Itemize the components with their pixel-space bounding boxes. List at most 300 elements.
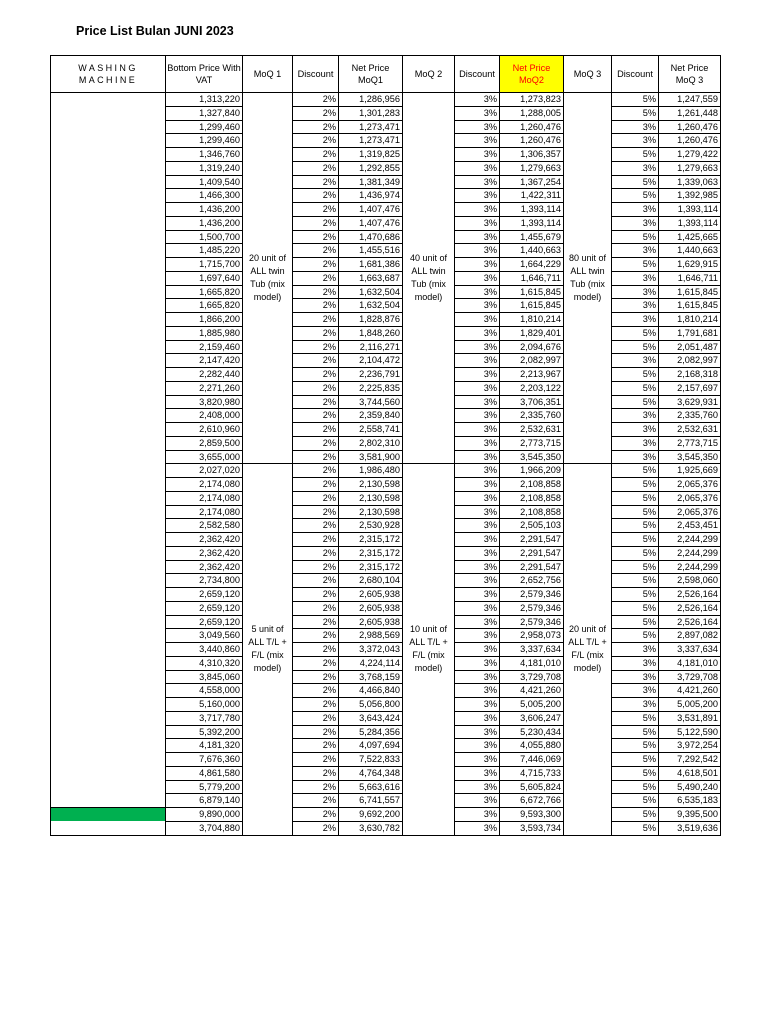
net-price-moq1-cell[interactable]: 2,315,172 — [339, 533, 403, 547]
discount2-cell[interactable]: 3% — [455, 766, 500, 780]
model-cell[interactable] — [51, 285, 166, 299]
discount1-cell[interactable]: 2% — [293, 519, 339, 533]
discount1-cell[interactable]: 2% — [293, 533, 339, 547]
net-price-moq1-cell[interactable]: 2,802,310 — [339, 436, 403, 450]
bottom-price-cell[interactable]: 1,346,760 — [166, 148, 243, 162]
model-cell[interactable] — [51, 258, 166, 272]
discount3-cell[interactable]: 5% — [612, 808, 659, 822]
discount3-cell[interactable]: 5% — [612, 725, 659, 739]
model-cell[interactable] — [51, 794, 166, 808]
bottom-price-cell[interactable]: 3,655,000 — [166, 450, 243, 464]
discount1-cell[interactable]: 2% — [293, 381, 339, 395]
bottom-price-cell[interactable]: 1,697,640 — [166, 271, 243, 285]
bottom-price-cell[interactable]: 4,181,320 — [166, 739, 243, 753]
bottom-price-cell[interactable]: 7,676,360 — [166, 753, 243, 767]
net-price-moq3-cell[interactable]: 1,279,422 — [659, 148, 721, 162]
discount2-cell[interactable]: 3% — [455, 450, 500, 464]
net-price-moq3-cell[interactable]: 2,453,451 — [659, 519, 721, 533]
bottom-price-cell[interactable]: 1,436,200 — [166, 203, 243, 217]
bottom-price-cell[interactable]: 1,665,820 — [166, 299, 243, 313]
header-net-price-moq2[interactable]: Net Price MoQ2 — [500, 56, 564, 93]
net-price-moq1-cell[interactable]: 3,643,424 — [339, 711, 403, 725]
bottom-price-cell[interactable]: 6,879,140 — [166, 794, 243, 808]
net-price-moq1-cell[interactable]: 1,407,476 — [339, 203, 403, 217]
net-price-moq3-cell[interactable]: 1,425,665 — [659, 230, 721, 244]
net-price-moq3-cell[interactable]: 1,260,476 — [659, 134, 721, 148]
net-price-moq3-cell[interactable]: 3,729,708 — [659, 670, 721, 684]
discount1-cell[interactable]: 2% — [293, 684, 339, 698]
net-price-moq1-cell[interactable]: 1,848,260 — [339, 326, 403, 340]
net-price-moq3-cell[interactable]: 1,393,114 — [659, 203, 721, 217]
model-cell[interactable] — [51, 230, 166, 244]
net-price-moq3-cell[interactable]: 2,168,318 — [659, 368, 721, 382]
model-cell[interactable] — [51, 134, 166, 148]
net-price-moq3-cell[interactable]: 1,393,114 — [659, 216, 721, 230]
net-price-moq2-cell[interactable]: 2,335,760 — [500, 409, 564, 423]
net-price-moq2-cell[interactable]: 1,260,476 — [500, 134, 564, 148]
discount1-cell[interactable]: 2% — [293, 148, 339, 162]
model-cell[interactable] — [51, 271, 166, 285]
net-price-moq1-cell[interactable]: 4,097,694 — [339, 739, 403, 753]
net-price-moq3-cell[interactable]: 1,339,063 — [659, 175, 721, 189]
model-cell[interactable] — [51, 450, 166, 464]
discount2-cell[interactable]: 3% — [455, 739, 500, 753]
discount2-cell[interactable]: 3% — [455, 381, 500, 395]
bottom-price-cell[interactable]: 2,159,460 — [166, 340, 243, 354]
net-price-moq2-cell[interactable]: 2,579,346 — [500, 588, 564, 602]
net-price-moq3-cell[interactable]: 1,279,663 — [659, 161, 721, 175]
net-price-moq3-cell[interactable]: 1,791,681 — [659, 326, 721, 340]
discount2-cell[interactable]: 3% — [455, 216, 500, 230]
discount1-cell[interactable]: 2% — [293, 216, 339, 230]
discount3-cell[interactable]: 5% — [612, 821, 659, 835]
net-price-moq2-cell[interactable]: 1,646,711 — [500, 271, 564, 285]
discount2-cell[interactable]: 3% — [455, 670, 500, 684]
model-cell[interactable] — [51, 93, 166, 107]
net-price-moq1-cell[interactable]: 1,455,516 — [339, 244, 403, 258]
model-cell[interactable] — [51, 505, 166, 519]
model-cell[interactable] — [51, 299, 166, 313]
discount1-cell[interactable]: 2% — [293, 340, 339, 354]
discount3-cell[interactable]: 5% — [612, 478, 659, 492]
net-price-moq2-cell[interactable]: 2,532,631 — [500, 423, 564, 437]
header-net-price-moq3[interactable]: Net Price MoQ 3 — [659, 56, 721, 93]
moq-group-moq1-twin-tub[interactable]: 20 unit of ALL twin Tub (mix model) — [243, 93, 293, 464]
discount3-cell[interactable]: 3% — [612, 203, 659, 217]
discount2-cell[interactable]: 3% — [455, 478, 500, 492]
discount2-cell[interactable]: 3% — [455, 698, 500, 712]
discount3-cell[interactable]: 5% — [612, 395, 659, 409]
bottom-price-cell[interactable]: 2,734,800 — [166, 574, 243, 588]
discount2-cell[interactable]: 3% — [455, 120, 500, 134]
net-price-moq2-cell[interactable]: 1,829,401 — [500, 326, 564, 340]
bottom-price-cell[interactable]: 2,859,500 — [166, 436, 243, 450]
net-price-moq1-cell[interactable]: 2,130,598 — [339, 478, 403, 492]
net-price-moq2-cell[interactable]: 7,446,069 — [500, 753, 564, 767]
net-price-moq2-cell[interactable]: 5,605,824 — [500, 780, 564, 794]
discount1-cell[interactable]: 2% — [293, 299, 339, 313]
discount2-cell[interactable]: 3% — [455, 615, 500, 629]
net-price-moq3-cell[interactable]: 4,181,010 — [659, 656, 721, 670]
discount1-cell[interactable]: 2% — [293, 423, 339, 437]
model-cell[interactable] — [51, 203, 166, 217]
net-price-moq1-cell[interactable]: 2,530,928 — [339, 519, 403, 533]
discount3-cell[interactable]: 3% — [612, 134, 659, 148]
net-price-moq2-cell[interactable]: 1,273,823 — [500, 93, 564, 107]
net-price-moq2-cell[interactable]: 3,706,351 — [500, 395, 564, 409]
net-price-moq1-cell[interactable]: 5,056,800 — [339, 698, 403, 712]
discount2-cell[interactable]: 3% — [455, 505, 500, 519]
model-cell[interactable] — [51, 148, 166, 162]
bottom-price-cell[interactable]: 4,861,580 — [166, 766, 243, 780]
net-price-moq3-cell[interactable]: 1,615,845 — [659, 285, 721, 299]
discount1-cell[interactable]: 2% — [293, 230, 339, 244]
net-price-moq2-cell[interactable]: 1,393,114 — [500, 216, 564, 230]
header-moq3[interactable]: MoQ 3 — [564, 56, 612, 93]
net-price-moq2-cell[interactable]: 1,393,114 — [500, 203, 564, 217]
net-price-moq1-cell[interactable]: 1,273,471 — [339, 120, 403, 134]
model-cell[interactable] — [51, 175, 166, 189]
model-cell[interactable] — [51, 711, 166, 725]
model-cell[interactable] — [51, 601, 166, 615]
discount3-cell[interactable]: 5% — [612, 519, 659, 533]
bottom-price-cell[interactable]: 1,436,200 — [166, 216, 243, 230]
discount2-cell[interactable]: 3% — [455, 601, 500, 615]
net-price-moq2-cell[interactable]: 1,615,845 — [500, 299, 564, 313]
discount3-cell[interactable]: 3% — [612, 643, 659, 657]
bottom-price-cell[interactable]: 1,885,980 — [166, 326, 243, 340]
net-price-moq1-cell[interactable]: 3,581,900 — [339, 450, 403, 464]
bottom-price-cell[interactable]: 1,409,540 — [166, 175, 243, 189]
discount2-cell[interactable]: 3% — [455, 203, 500, 217]
discount3-cell[interactable]: 5% — [612, 546, 659, 560]
discount1-cell[interactable]: 2% — [293, 780, 339, 794]
discount2-cell[interactable]: 3% — [455, 656, 500, 670]
discount1-cell[interactable]: 2% — [293, 395, 339, 409]
net-price-moq3-cell[interactable]: 2,897,082 — [659, 629, 721, 643]
net-price-moq1-cell[interactable]: 1,632,504 — [339, 285, 403, 299]
discount2-cell[interactable]: 3% — [455, 258, 500, 272]
net-price-moq3-cell[interactable]: 1,646,711 — [659, 271, 721, 285]
net-price-moq3-cell[interactable]: 6,535,183 — [659, 794, 721, 808]
discount1-cell[interactable]: 2% — [293, 436, 339, 450]
discount1-cell[interactable]: 2% — [293, 161, 339, 175]
moq-group-moq1-tl-fl[interactable]: 5 unit of ALL T/L + F/L (mix model) — [243, 464, 293, 835]
moq-group-moq3-twin-tub[interactable]: 80 unit of ALL twin Tub (mix model) — [564, 93, 612, 464]
net-price-moq1-cell[interactable]: 1,407,476 — [339, 216, 403, 230]
net-price-moq2-cell[interactable]: 1,279,663 — [500, 161, 564, 175]
model-cell[interactable] — [51, 423, 166, 437]
discount1-cell[interactable]: 2% — [293, 409, 339, 423]
discount2-cell[interactable]: 3% — [455, 794, 500, 808]
net-price-moq2-cell[interactable]: 5,005,200 — [500, 698, 564, 712]
discount3-cell[interactable]: 5% — [612, 340, 659, 354]
discount1-cell[interactable]: 2% — [293, 766, 339, 780]
net-price-moq2-cell[interactable]: 2,108,858 — [500, 491, 564, 505]
bottom-price-cell[interactable]: 2,174,080 — [166, 478, 243, 492]
net-price-moq3-cell[interactable]: 2,065,376 — [659, 478, 721, 492]
bottom-price-cell[interactable]: 2,659,120 — [166, 601, 243, 615]
net-price-moq2-cell[interactable]: 3,593,734 — [500, 821, 564, 835]
discount2-cell[interactable]: 3% — [455, 313, 500, 327]
net-price-moq2-cell[interactable]: 1,810,214 — [500, 313, 564, 327]
discount2-cell[interactable]: 3% — [455, 464, 500, 478]
net-price-moq1-cell[interactable]: 1,470,686 — [339, 230, 403, 244]
header-net-price-moq1[interactable]: Net Price MoQ1 — [339, 56, 403, 93]
bottom-price-cell[interactable]: 1,665,820 — [166, 285, 243, 299]
net-price-moq3-cell[interactable]: 3,629,931 — [659, 395, 721, 409]
bottom-price-cell[interactable]: 5,392,200 — [166, 725, 243, 739]
discount3-cell[interactable]: 5% — [612, 560, 659, 574]
net-price-moq2-cell[interactable]: 1,440,663 — [500, 244, 564, 258]
discount1-cell[interactable]: 2% — [293, 491, 339, 505]
net-price-moq3-cell[interactable]: 2,244,299 — [659, 546, 721, 560]
discount3-cell[interactable]: 5% — [612, 753, 659, 767]
net-price-moq3-cell[interactable]: 4,618,501 — [659, 766, 721, 780]
model-cell[interactable] — [51, 753, 166, 767]
net-price-moq1-cell[interactable]: 4,764,348 — [339, 766, 403, 780]
net-price-moq2-cell[interactable]: 4,421,260 — [500, 684, 564, 698]
discount2-cell[interactable]: 3% — [455, 574, 500, 588]
moq-group-moq3-tl-fl[interactable]: 20 unit of ALL T/L + F/L (mix model) — [564, 464, 612, 835]
discount3-cell[interactable]: 3% — [612, 684, 659, 698]
model-cell[interactable] — [51, 698, 166, 712]
net-price-moq1-cell[interactable]: 9,692,200 — [339, 808, 403, 822]
bottom-price-cell[interactable]: 2,027,020 — [166, 464, 243, 478]
discount3-cell[interactable]: 5% — [612, 381, 659, 395]
discount3-cell[interactable]: 3% — [612, 436, 659, 450]
discount1-cell[interactable]: 2% — [293, 271, 339, 285]
model-cell[interactable] — [51, 780, 166, 794]
net-price-moq2-cell[interactable]: 3,545,350 — [500, 450, 564, 464]
bottom-price-cell[interactable]: 2,147,420 — [166, 354, 243, 368]
discount2-cell[interactable]: 3% — [455, 244, 500, 258]
discount1-cell[interactable]: 2% — [293, 464, 339, 478]
model-cell[interactable] — [51, 395, 166, 409]
net-price-moq1-cell[interactable]: 1,681,386 — [339, 258, 403, 272]
net-price-moq3-cell[interactable]: 4,421,260 — [659, 684, 721, 698]
net-price-moq1-cell[interactable]: 1,632,504 — [339, 299, 403, 313]
discount3-cell[interactable]: 5% — [612, 106, 659, 120]
net-price-moq2-cell[interactable]: 1,367,254 — [500, 175, 564, 189]
model-cell[interactable] — [51, 560, 166, 574]
net-price-moq3-cell[interactable]: 3,545,350 — [659, 450, 721, 464]
bottom-price-cell[interactable]: 4,558,000 — [166, 684, 243, 698]
net-price-moq2-cell[interactable]: 3,729,708 — [500, 670, 564, 684]
net-price-moq1-cell[interactable]: 5,663,616 — [339, 780, 403, 794]
net-price-moq2-cell[interactable]: 2,773,715 — [500, 436, 564, 450]
discount2-cell[interactable]: 3% — [455, 533, 500, 547]
net-price-moq1-cell[interactable]: 2,315,172 — [339, 546, 403, 560]
discount2-cell[interactable]: 3% — [455, 519, 500, 533]
net-price-moq2-cell[interactable]: 4,715,733 — [500, 766, 564, 780]
model-cell[interactable] — [51, 436, 166, 450]
net-price-moq2-cell[interactable]: 1,664,229 — [500, 258, 564, 272]
net-price-moq3-cell[interactable]: 2,598,060 — [659, 574, 721, 588]
bottom-price-cell[interactable]: 3,820,980 — [166, 395, 243, 409]
discount1-cell[interactable]: 2% — [293, 368, 339, 382]
header-washing-machine[interactable]: WASHING MACHINE — [51, 56, 166, 93]
discount1-cell[interactable]: 2% — [293, 258, 339, 272]
net-price-moq3-cell[interactable]: 2,065,376 — [659, 491, 721, 505]
bottom-price-cell[interactable]: 1,500,700 — [166, 230, 243, 244]
model-cell[interactable] — [51, 326, 166, 340]
net-price-moq2-cell[interactable]: 1,260,476 — [500, 120, 564, 134]
net-price-moq3-cell[interactable]: 1,810,214 — [659, 313, 721, 327]
net-price-moq3-cell[interactable]: 1,261,448 — [659, 106, 721, 120]
net-price-moq1-cell[interactable]: 2,130,598 — [339, 505, 403, 519]
discount3-cell[interactable]: 3% — [612, 313, 659, 327]
discount2-cell[interactable]: 3% — [455, 299, 500, 313]
bottom-price-cell[interactable]: 4,310,320 — [166, 656, 243, 670]
net-price-moq2-cell[interactable]: 3,337,634 — [500, 643, 564, 657]
discount2-cell[interactable]: 3% — [455, 491, 500, 505]
net-price-moq2-cell[interactable]: 1,422,311 — [500, 189, 564, 203]
bottom-price-cell[interactable]: 1,466,300 — [166, 189, 243, 203]
net-price-moq2-cell[interactable]: 2,652,756 — [500, 574, 564, 588]
discount3-cell[interactable]: 5% — [612, 491, 659, 505]
net-price-moq1-cell[interactable]: 2,104,472 — [339, 354, 403, 368]
discount3-cell[interactable]: 5% — [612, 148, 659, 162]
discount2-cell[interactable]: 3% — [455, 423, 500, 437]
discount3-cell[interactable]: 5% — [612, 574, 659, 588]
net-price-moq1-cell[interactable]: 1,273,471 — [339, 134, 403, 148]
discount3-cell[interactable]: 5% — [612, 189, 659, 203]
bottom-price-cell[interactable]: 1,715,700 — [166, 258, 243, 272]
discount3-cell[interactable]: 5% — [612, 601, 659, 615]
discount2-cell[interactable]: 3% — [455, 189, 500, 203]
model-cell[interactable] — [51, 216, 166, 230]
model-cell[interactable] — [51, 656, 166, 670]
discount2-cell[interactable]: 3% — [455, 285, 500, 299]
net-price-moq3-cell[interactable]: 1,392,985 — [659, 189, 721, 203]
net-price-moq1-cell[interactable]: 2,130,598 — [339, 491, 403, 505]
discount2-cell[interactable]: 3% — [455, 753, 500, 767]
net-price-moq1-cell[interactable]: 2,605,938 — [339, 615, 403, 629]
discount2-cell[interactable]: 3% — [455, 271, 500, 285]
discount3-cell[interactable]: 5% — [612, 533, 659, 547]
discount2-cell[interactable]: 3% — [455, 368, 500, 382]
net-price-moq3-cell[interactable]: 5,122,590 — [659, 725, 721, 739]
discount3-cell[interactable]: 5% — [612, 258, 659, 272]
net-price-moq3-cell[interactable]: 2,244,299 — [659, 533, 721, 547]
bottom-price-cell[interactable]: 2,659,120 — [166, 588, 243, 602]
bottom-price-cell[interactable]: 2,362,420 — [166, 546, 243, 560]
net-price-moq3-cell[interactable]: 2,526,164 — [659, 588, 721, 602]
net-price-moq2-cell[interactable]: 2,579,346 — [500, 615, 564, 629]
discount1-cell[interactable]: 2% — [293, 821, 339, 835]
model-cell[interactable] — [51, 340, 166, 354]
moq-group-moq2-twin-tub[interactable]: 40 unit of ALL twin Tub (mix model) — [403, 93, 455, 464]
model-cell[interactable] — [51, 313, 166, 327]
net-price-moq3-cell[interactable]: 5,005,200 — [659, 698, 721, 712]
discount1-cell[interactable]: 2% — [293, 698, 339, 712]
discount1-cell[interactable]: 2% — [293, 601, 339, 615]
net-price-moq1-cell[interactable]: 2,605,938 — [339, 601, 403, 615]
net-price-moq2-cell[interactable]: 1,615,845 — [500, 285, 564, 299]
net-price-moq2-cell[interactable]: 4,181,010 — [500, 656, 564, 670]
bottom-price-cell[interactable]: 2,282,440 — [166, 368, 243, 382]
model-cell[interactable] — [51, 684, 166, 698]
bottom-price-cell[interactable]: 3,845,060 — [166, 670, 243, 684]
discount3-cell[interactable]: 5% — [612, 588, 659, 602]
net-price-moq3-cell[interactable]: 2,082,997 — [659, 354, 721, 368]
discount3-cell[interactable]: 3% — [612, 354, 659, 368]
discount1-cell[interactable]: 2% — [293, 546, 339, 560]
discount1-cell[interactable]: 2% — [293, 478, 339, 492]
model-cell[interactable] — [51, 533, 166, 547]
discount1-cell[interactable]: 2% — [293, 794, 339, 808]
net-price-moq2-cell[interactable]: 3,606,247 — [500, 711, 564, 725]
net-price-moq2-cell[interactable]: 2,203,122 — [500, 381, 564, 395]
bottom-price-cell[interactable]: 2,174,080 — [166, 491, 243, 505]
net-price-moq3-cell[interactable]: 2,532,631 — [659, 423, 721, 437]
discount3-cell[interactable]: 3% — [612, 409, 659, 423]
net-price-moq2-cell[interactable]: 5,230,434 — [500, 725, 564, 739]
net-price-moq2-cell[interactable]: 1,288,005 — [500, 106, 564, 120]
discount3-cell[interactable]: 3% — [612, 161, 659, 175]
discount3-cell[interactable]: 5% — [612, 615, 659, 629]
discount1-cell[interactable]: 2% — [293, 285, 339, 299]
discount1-cell[interactable]: 2% — [293, 326, 339, 340]
discount1-cell[interactable]: 2% — [293, 643, 339, 657]
discount1-cell[interactable]: 2% — [293, 505, 339, 519]
model-cell[interactable] — [51, 821, 166, 835]
net-price-moq1-cell[interactable]: 3,768,159 — [339, 670, 403, 684]
discount3-cell[interactable]: 5% — [612, 794, 659, 808]
discount3-cell[interactable]: 5% — [612, 766, 659, 780]
net-price-moq3-cell[interactable]: 1,615,845 — [659, 299, 721, 313]
bottom-price-cell[interactable]: 2,582,580 — [166, 519, 243, 533]
discount2-cell[interactable]: 3% — [455, 326, 500, 340]
model-cell[interactable] — [51, 574, 166, 588]
discount1-cell[interactable]: 2% — [293, 629, 339, 643]
net-price-moq1-cell[interactable]: 1,663,687 — [339, 271, 403, 285]
model-cell[interactable] — [51, 546, 166, 560]
model-cell[interactable] — [51, 478, 166, 492]
discount3-cell[interactable]: 5% — [612, 711, 659, 725]
discount1-cell[interactable]: 2% — [293, 175, 339, 189]
net-price-moq1-cell[interactable]: 2,988,569 — [339, 629, 403, 643]
net-price-moq2-cell[interactable]: 2,291,547 — [500, 546, 564, 560]
net-price-moq1-cell[interactable]: 2,236,791 — [339, 368, 403, 382]
bottom-price-cell[interactable]: 3,049,560 — [166, 629, 243, 643]
discount3-cell[interactable]: 5% — [612, 739, 659, 753]
net-price-moq1-cell[interactable]: 4,466,840 — [339, 684, 403, 698]
bottom-price-cell[interactable]: 5,779,200 — [166, 780, 243, 794]
discount3-cell[interactable]: 3% — [612, 271, 659, 285]
discount2-cell[interactable]: 3% — [455, 821, 500, 835]
discount3-cell[interactable]: 5% — [612, 175, 659, 189]
net-price-moq2-cell[interactable]: 2,213,967 — [500, 368, 564, 382]
net-price-moq2-cell[interactable]: 6,672,766 — [500, 794, 564, 808]
discount2-cell[interactable]: 3% — [455, 354, 500, 368]
net-price-moq2-cell[interactable]: 2,291,547 — [500, 533, 564, 547]
net-price-moq2-cell[interactable]: 1,455,679 — [500, 230, 564, 244]
bottom-price-cell[interactable]: 2,362,420 — [166, 533, 243, 547]
discount2-cell[interactable]: 3% — [455, 629, 500, 643]
discount2-cell[interactable]: 3% — [455, 588, 500, 602]
bottom-price-cell[interactable]: 1,319,240 — [166, 161, 243, 175]
net-price-moq1-cell[interactable]: 2,605,938 — [339, 588, 403, 602]
bottom-price-cell[interactable]: 3,704,880 — [166, 821, 243, 835]
header-moq2[interactable]: MoQ 2 — [403, 56, 455, 93]
net-price-moq1-cell[interactable]: 5,284,356 — [339, 725, 403, 739]
net-price-moq3-cell[interactable]: 2,335,760 — [659, 409, 721, 423]
bottom-price-cell[interactable]: 1,485,220 — [166, 244, 243, 258]
discount2-cell[interactable]: 3% — [455, 395, 500, 409]
discount1-cell[interactable]: 2% — [293, 450, 339, 464]
